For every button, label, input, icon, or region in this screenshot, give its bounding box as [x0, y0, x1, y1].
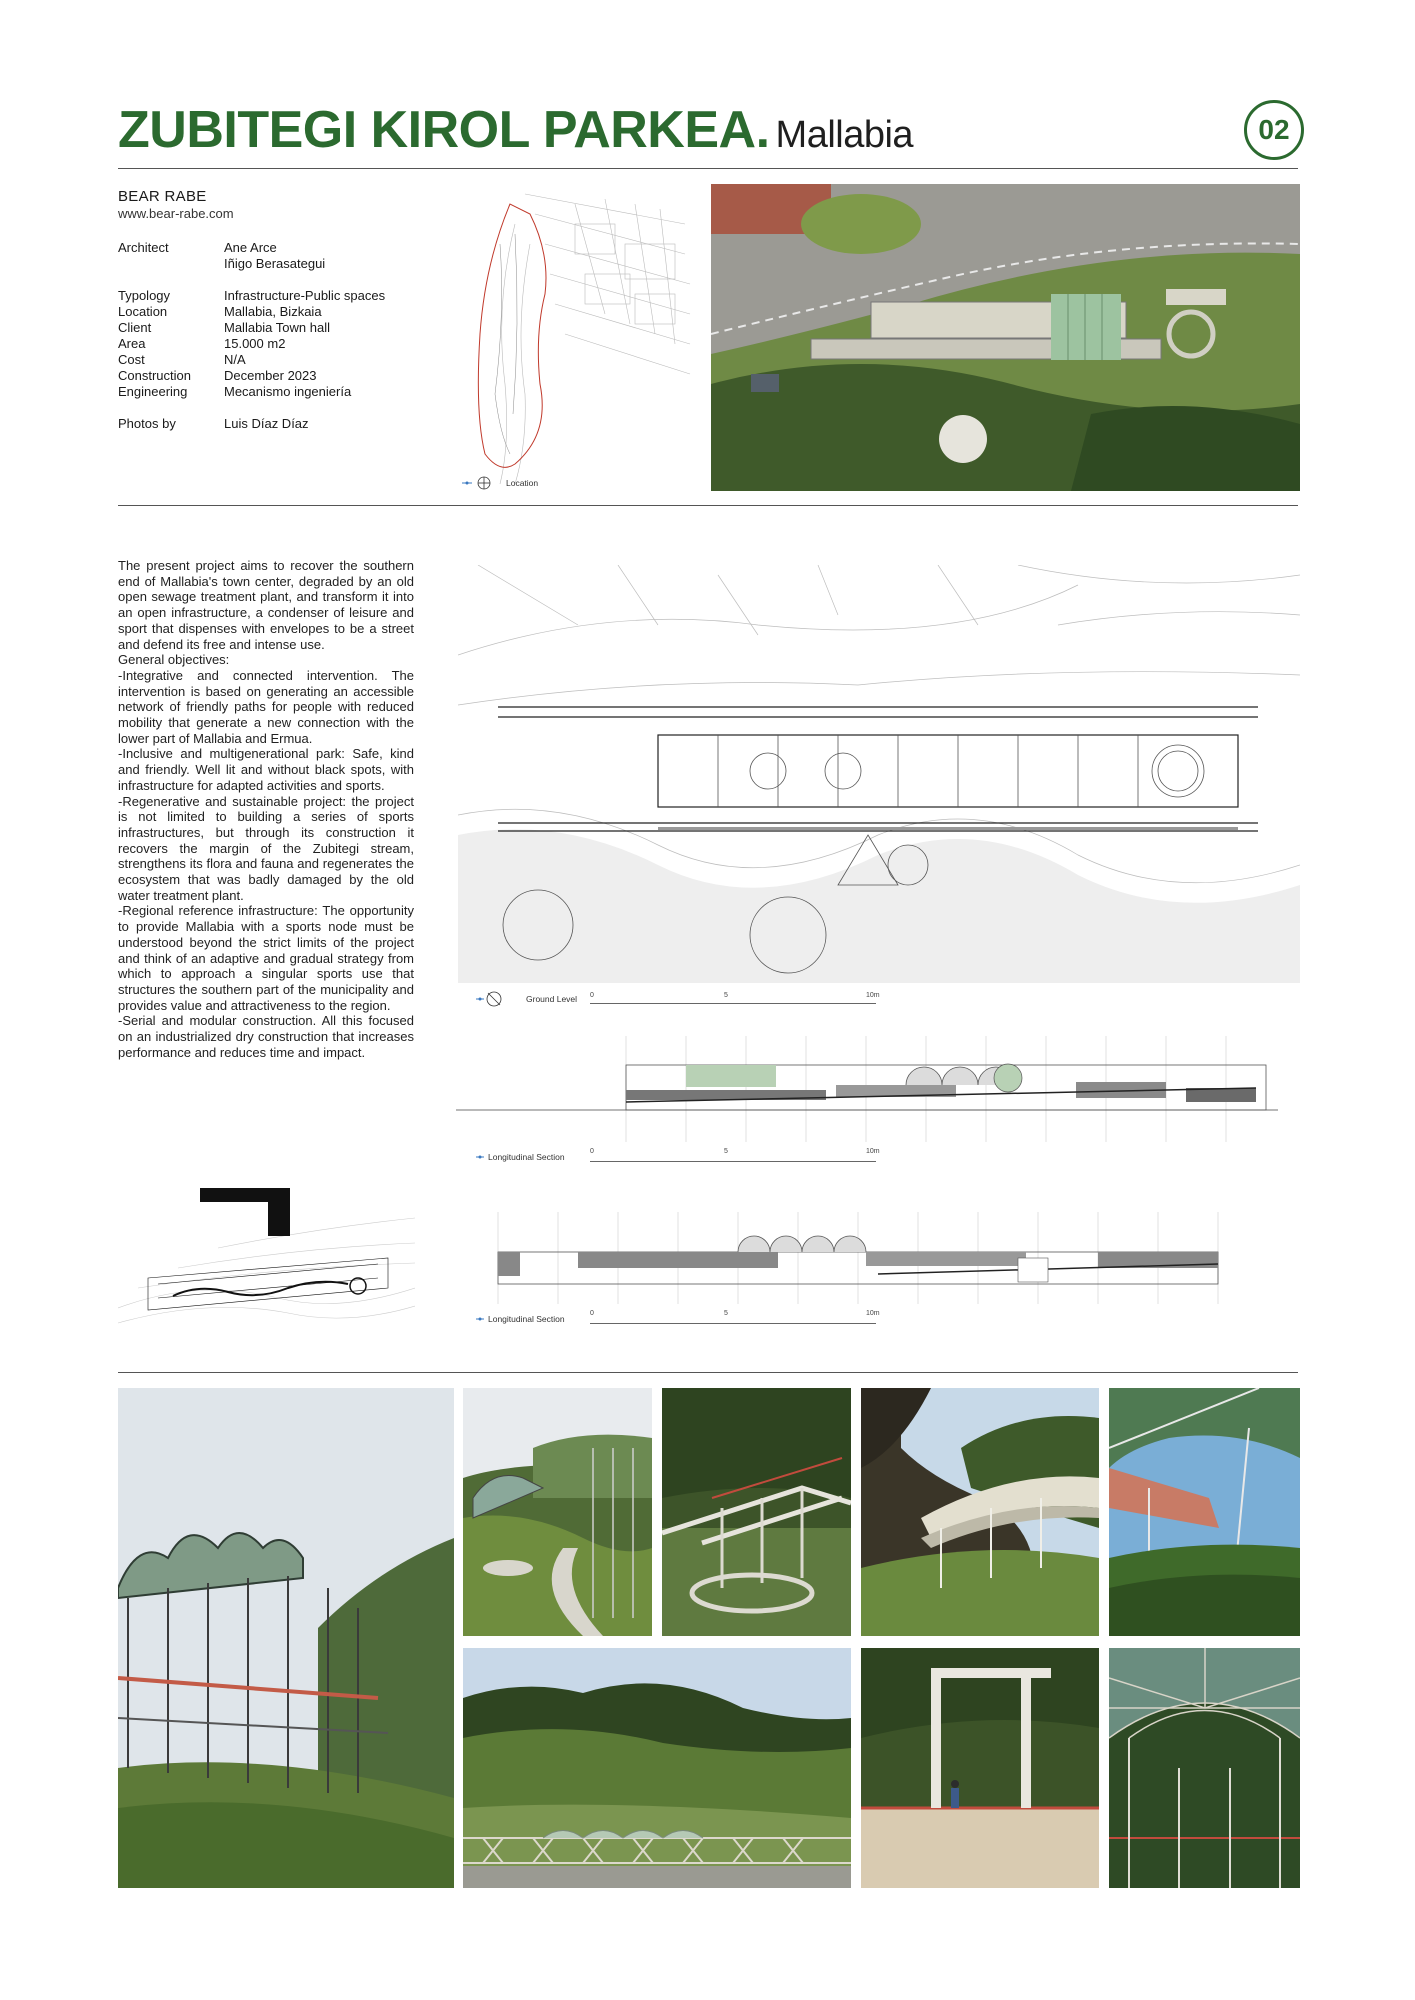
description-objective-2: -Inclusive and multigenerational park: Safe, kind and friendly. Well lit and without black spots, with infrastructure for adapted activities and sports. — [118, 746, 414, 793]
section-divider-1 — [118, 505, 1298, 506]
fact-architect-2: Iñigo Berasategui — [224, 256, 326, 271]
section2-scale-10: 10m — [866, 1310, 880, 1317]
project-title: ZUBITEGI KIROL PARKEA. — [118, 101, 770, 159]
axonometric-drawing — [118, 1188, 415, 1336]
description-objective-3: -Regenerative and sustainable project: the project is not limited to building a series of sports infrastructures, but through its construction it recovers the margin of the Zubitegi stream, strengthens its flora and fauna and regenerates the ecosystem that was badly damaged by the old water treatment plant. — [118, 793, 414, 903]
section-divider-2 — [118, 1372, 1298, 1373]
fact-engineering: Engineering Mecanismo ingeniería — [118, 384, 352, 399]
page-number-badge: 02 — [1244, 100, 1304, 160]
description-objective-5: -Serial and modular construction. All this focused on an industrialized dry construction that increases performance and reduces time and impact. — [118, 1013, 414, 1060]
photo-person-pergola — [861, 1648, 1099, 1888]
photo-vault-interior — [1109, 1648, 1300, 1888]
studio-website[interactable]: www.bear-rabe.com — [118, 206, 234, 221]
fact-cost: Cost N/A — [118, 352, 246, 367]
section2-label: Longitudinal Section — [488, 1314, 565, 1324]
fact-area: Area 15.000 m2 — [118, 336, 286, 351]
description-objective-4: -Regional reference infrastructure: The opportunity to provide Mallabia with a sports node must be understood beyond the strict limits of the project and think of an adaptive and gradual strategy from which to approach a singular sports use that structures the southern part of the municipality and provides value and attractiveness to the region. — [118, 903, 414, 1013]
description-intro: The present project aims to recover the southern end of Mallabia's town center, degraded by an old open sewage treatment plant, and transform it into an open infrastructure, a condenser of leisure and sport that dispenses with envelopes to be a street and defend its free and intense use. — [118, 558, 414, 652]
location-label: Location — [506, 478, 539, 488]
section2-scale-0: 0 — [590, 1310, 594, 1317]
section1-scale-10: 10m — [866, 1148, 880, 1155]
section1-legend — [476, 1148, 880, 1170]
longitudinal-section-2 — [458, 1208, 1300, 1304]
fact-location: Location Mallabia, Bizkaia — [118, 304, 322, 319]
ground-scale-0: 0 — [590, 992, 594, 999]
fact-construction: Construction December 2023 — [118, 368, 317, 383]
photo-pergola-circle — [662, 1388, 851, 1636]
section2-scale-5: 5 — [724, 1310, 728, 1317]
section1-label: Longitudinal Section — [488, 1152, 565, 1162]
longitudinal-section-1 — [456, 1030, 1278, 1142]
studio-name: BEAR RABE — [118, 188, 207, 205]
photo-river-railing — [463, 1648, 851, 1888]
fact-architect: Architect Ane Arce — [118, 240, 277, 255]
location-map — [455, 184, 695, 494]
photo-large-vaults — [118, 1388, 454, 1888]
ground-level-plan — [458, 565, 1300, 983]
project-location: Mallabia — [775, 114, 914, 156]
project-facts — [118, 240, 385, 432]
header-divider — [118, 168, 1298, 169]
ground-level-label: Ground Level — [526, 994, 578, 1004]
page-title — [118, 100, 913, 160]
section2-legend — [476, 1310, 880, 1332]
photo-ramps — [463, 1388, 652, 1636]
project-description — [118, 558, 414, 1061]
aerial-photo — [711, 184, 1300, 491]
ground-scale-5: 5 — [724, 992, 728, 999]
fact-photos: Photos by Luis Díaz Díaz — [118, 416, 309, 431]
fact-client: Client Mallabia Town hall — [118, 320, 330, 335]
description-objective-1: -Integrative and connected intervention. The intervention is based on generating an accessible network of friendly paths for people with reduced mobility that generate a new connection with the lower part of Mallabia and Ermua. — [118, 667, 414, 746]
ground-level-legend — [476, 990, 880, 1012]
photo-vault-underside — [1109, 1388, 1300, 1636]
section1-scale-0: 0 — [590, 1148, 594, 1155]
fact-typology: Typology Infrastructure-Public spaces — [118, 288, 386, 303]
location-legend — [462, 476, 562, 490]
ground-scale-10: 10m — [866, 992, 880, 999]
description-objectives-heading: General objectives: — [118, 652, 230, 668]
photo-ring-canopy — [861, 1388, 1099, 1636]
section1-scale-5: 5 — [724, 1148, 728, 1155]
